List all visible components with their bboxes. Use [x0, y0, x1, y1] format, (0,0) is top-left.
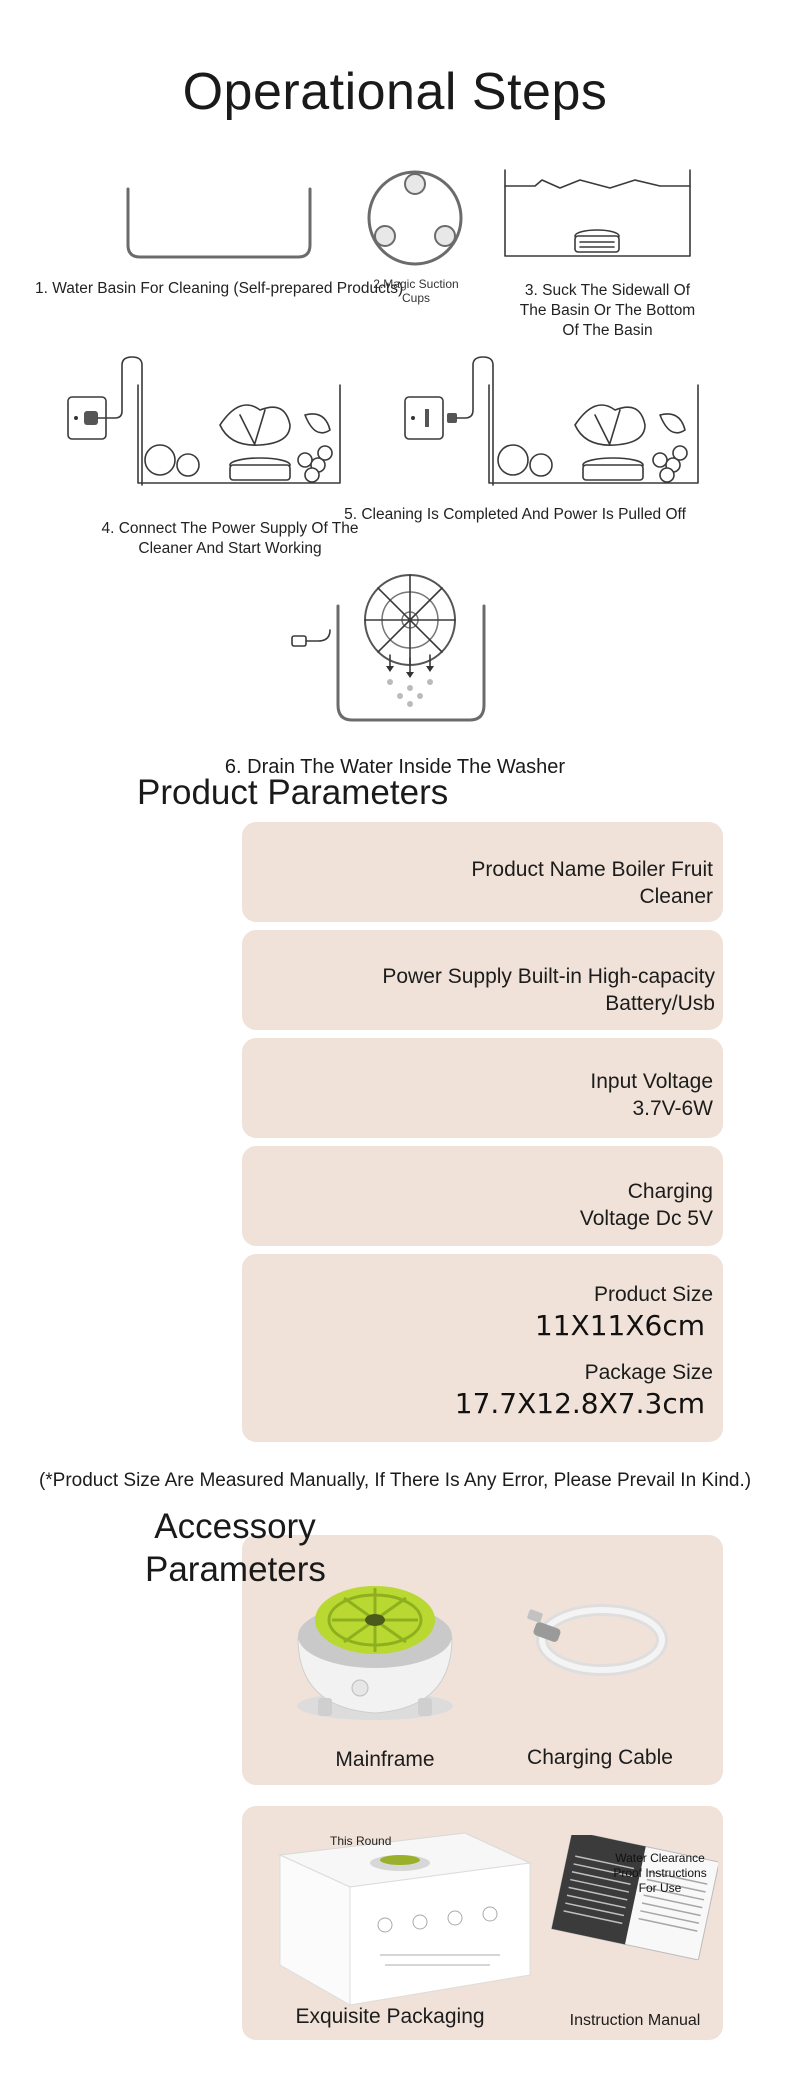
param-card-input-voltage: [242, 1038, 723, 1138]
param-card-product-name: [242, 822, 723, 922]
connect-power-illustration: [60, 355, 350, 490]
param-package-size-label: Package Size: [584, 1361, 713, 1384]
section-title-operational-steps: Operational Steps: [182, 63, 608, 121]
measurement-note: (*Product Size Are Measured Manually, If There Is Any Error, Please Prevail In Kind.): [38, 1470, 752, 1491]
param-product-size-value: 11X11X6cm: [534, 1309, 705, 1342]
accessory-cable-label: Charging Cable: [527, 1746, 673, 1769]
packaging-box-label: This Round: [330, 1834, 392, 1848]
section-title-product-parameters: Product Parameters: [137, 773, 449, 812]
step-4-caption: 4. Connect The Power Supply Of The Cleaner And Start Working: [101, 520, 359, 557]
param-card-sizes: [242, 1254, 723, 1442]
param-charging-voltage: Charging Voltage Dc 5V: [579, 1180, 713, 1230]
mainframe-product-image: [280, 1548, 470, 1738]
step-2-caption: 2.Magic Suction Cups: [373, 277, 459, 305]
accessory-packaging-label: Exquisite Packaging: [295, 2005, 485, 2028]
charging-cable-image: [520, 1585, 680, 1705]
section-title-accessory-parameters: Accessory Parameters: [145, 1507, 326, 1589]
param-product-name: Product Name Boiler Fruit Cleaner: [471, 858, 713, 908]
basin-with-cleaner-illustration: [500, 168, 695, 263]
drain-water-illustration: [290, 570, 495, 730]
param-package-size-value: 17.7X12.8X7.3cm: [454, 1387, 705, 1420]
param-card-charging: [242, 1146, 723, 1246]
step-5-caption: 5. Cleaning Is Completed And Power Is Pulled Off: [344, 506, 686, 523]
step-3-caption: 3. Suck The Sidewall Of The Basin Or The Bottom Of The Basin: [519, 282, 696, 339]
param-input-voltage-value: 3.7V-6W: [632, 1097, 713, 1120]
suction-cups-illustration: [365, 168, 465, 268]
param-product-size-label: Product Size: [593, 1283, 713, 1306]
power-off-illustration: [395, 355, 705, 490]
step-1-caption: 1. Water Basin For Cleaning (Self-prepared Products): [35, 280, 404, 297]
param-power-supply: Power Supply Built-in High-capacity Battery/Usb: [382, 965, 715, 1015]
packaging-box-image: [270, 1825, 535, 2015]
basin-illustration: [120, 185, 320, 265]
step-6-caption: 6. Drain The Water Inside The Washer: [224, 756, 566, 778]
instruction-manual-title: Water Clearance Proof Instructions For Use: [613, 1851, 707, 1895]
accessory-manual-label: Instruction Manual: [569, 2012, 701, 2029]
param-input-voltage-label: Input Voltage: [590, 1070, 713, 1093]
param-card-power-supply: [242, 930, 723, 1030]
accessory-mainframe-label: Mainframe: [335, 1748, 435, 1771]
